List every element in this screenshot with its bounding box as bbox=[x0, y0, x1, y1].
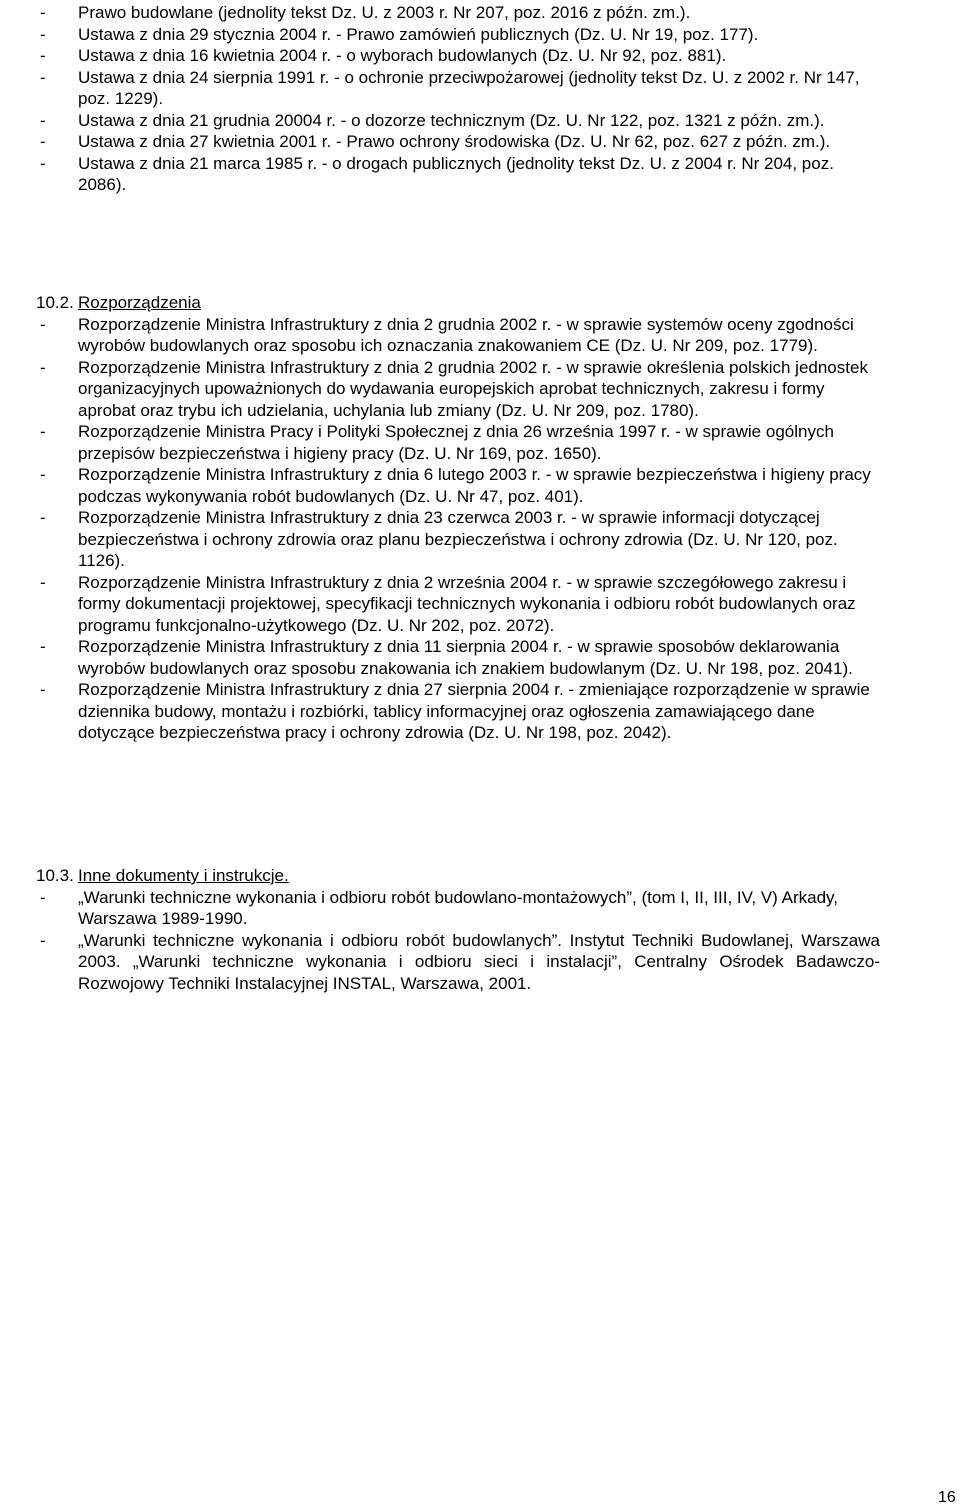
list-item bbox=[0, 153, 880, 196]
list-item-text: Ustawa z dnia 16 kwietnia 2004 r. - o wyborach budowlanych (Dz. U. Nr 92, poz. 881). bbox=[78, 46, 727, 65]
list-item bbox=[0, 572, 880, 637]
laws-list bbox=[0, 2, 880, 196]
list-dash: - bbox=[40, 3, 46, 22]
list-item-text: „Warunki techniczne wykonania i odbioru robót budowlano-montażowych”, (tom I, II, III, IV, V) Arkady, Warszawa 1989-1990. bbox=[78, 887, 838, 928]
list-item bbox=[0, 24, 880, 46]
list-dash: - bbox=[40, 24, 46, 44]
list-dash: - bbox=[40, 465, 46, 484]
list-item bbox=[0, 464, 880, 507]
list-item-text: Prawo budowlane (jednolity tekst Dz. U. z 2003 r. Nr 207, poz. 2016 z późn. zm.). bbox=[78, 3, 691, 22]
list-dash: - bbox=[40, 46, 46, 65]
list-item-text: Ustawa z dnia 21 grudnia 20004 r. - o dozorze technicznym (Dz. U. Nr 122, poz. 1321 z późn. zm.). bbox=[78, 110, 825, 130]
list-item bbox=[0, 507, 880, 572]
list-item bbox=[0, 357, 880, 422]
list-dash: - bbox=[40, 930, 46, 950]
list-dash: - bbox=[40, 422, 46, 441]
list-dash: - bbox=[40, 67, 46, 87]
list-item bbox=[0, 110, 880, 132]
list-item-text: Rozporządzenie Ministra Infrastruktury z dnia 2 grudnia 2002 r. - w sprawie określenia polskich jednostek organizacyjnych upoważnionych do wydawania europejskich aprobat technicznych, zakresu i formy aprobat oraz trybu ich udzielania, uchylania lub zmiany (Dz. U. Nr 209, poz. 1780). bbox=[78, 357, 868, 420]
list-dash: - bbox=[40, 508, 46, 527]
section-heading bbox=[0, 865, 900, 887]
list-item bbox=[0, 67, 880, 110]
list-item-text: Rozporządzenie Ministra Infrastruktury z dnia 2 grudnia 2002 r. - w sprawie systemów oceny zgodności wyrobów budowlanych oraz sposobu ich oznaczania znakowaniem CE (Dz. U. Nr 209, poz. 1779). bbox=[78, 314, 854, 355]
list-item bbox=[0, 45, 880, 67]
list-dash: - bbox=[40, 314, 46, 334]
list-dash: - bbox=[40, 110, 46, 130]
section-regulations bbox=[0, 292, 900, 744]
list-item-text: Rozporządzenie Ministra Infrastruktury z dnia 6 lutego 2003 r. - w sprawie bezpieczeństwa i higieny pracy podczas wykonywania robót budowlanych (Dz. U. Nr 47, poz. 401). bbox=[78, 465, 871, 506]
section-heading bbox=[0, 292, 900, 314]
list-item-text: Ustawa z dnia 27 kwietnia 2001 r. - Prawo ochrony środowiska (Dz. U. Nr 62, poz. 627 z późn. zm.). bbox=[78, 132, 831, 151]
section-other-documents bbox=[0, 865, 900, 994]
section-number: 10.3. bbox=[36, 866, 74, 885]
list-item bbox=[0, 314, 880, 357]
list-dash: - bbox=[40, 572, 46, 592]
list-dash: - bbox=[40, 132, 46, 151]
list-dash: - bbox=[40, 680, 46, 699]
list-dash: - bbox=[40, 637, 46, 656]
section-title: Inne dokumenty i instrukcje. bbox=[78, 866, 289, 885]
list-item-text: Ustawa z dnia 24 sierpnia 1991 r. - o ochronie przeciwpożarowej (jednolity tekst Dz. U. z 2002 r. Nr 147, poz. 1229). bbox=[78, 67, 860, 108]
list-item bbox=[0, 131, 880, 153]
list-item bbox=[0, 887, 880, 930]
list-item-text: Rozporządzenie Ministra Infrastruktury z dnia 27 sierpnia 2004 r. - zmieniające rozporządzenie w sprawie dziennika budowy, montażu i rozbiórki, tablicy informacyjnej oraz ogłoszenia zamawiającego dane dotyczące bezpieczeństwa pracy i ochrony zdrowia (Dz. U. Nr 198, poz. 2042). bbox=[78, 680, 870, 742]
section-title: Rozporządzenia bbox=[78, 293, 201, 312]
list-item bbox=[0, 2, 880, 24]
list-item bbox=[0, 679, 880, 744]
list-item-text: Rozporządzenie Ministra Infrastruktury z dnia 2 września 2004 r. - w sprawie szczegółowego zakresu i formy dokumentacji projektowej, specyfikacji technicznych wykonania i odbioru robót budowlanych oraz programu funkcjonalno-użytkowego (Dz. U. Nr 202, poz. 2072). bbox=[78, 572, 856, 635]
list-item-text: Rozporządzenie Ministra Pracy i Polityki Społecznej z dnia 26 września 1997 r. - w sprawie ogólnych przepisów bezpieczeństwa i higieny pracy (Dz. U. Nr 169, poz. 1650). bbox=[78, 422, 834, 463]
page-number: 16 bbox=[938, 1489, 956, 1506]
list-item-text: Ustawa z dnia 21 marca 1985 r. - o drogach publicznych (jednolity tekst Dz. U. z 2004 r. Nr 204, poz. 2086). bbox=[78, 153, 834, 194]
list-item-text: Rozporządzenie Ministra Infrastruktury z dnia 23 czerwca 2003 r. - w sprawie informacji dotyczącej bezpieczeństwa i ochrony zdrowia oraz planu bezpieczeństwa i ochrony zdrowia (Dz. U. Nr 120, poz. 1126). bbox=[78, 508, 838, 570]
list-item-text: Rozporządzenie Ministra Infrastruktury z dnia 11 sierpnia 2004 r. - w sprawie sposobów deklarowania wyrobów budowlanych oraz sposobu znakowania ich znakiem budowlanym (Dz. U. Nr 198, poz. 2041). bbox=[78, 637, 853, 678]
list-item-text: Ustawa z dnia 29 stycznia 2004 r. - Prawo zamówień publicznych (Dz. U. Nr 19, poz. 177). bbox=[78, 24, 759, 44]
list-item bbox=[0, 636, 880, 679]
list-dash: - bbox=[40, 357, 46, 377]
list-item-text: „Warunki techniczne wykonania i odbioru robót budowlanych”. Instytut Techniki Budowlanej, Warszawa 2003. „Warunki techniczne wykonania i odbioru sieci i instalacji”, Centralny Ośrodek Badawczo-Rozwojowy Techniki Instalacyjnej INSTAL, Warszawa, 2001. bbox=[78, 930, 880, 993]
list-dash: - bbox=[40, 887, 46, 907]
list-dash: - bbox=[40, 153, 46, 173]
section-number: 10.2. bbox=[36, 293, 74, 312]
list-item bbox=[0, 421, 880, 464]
list-item bbox=[0, 930, 880, 995]
